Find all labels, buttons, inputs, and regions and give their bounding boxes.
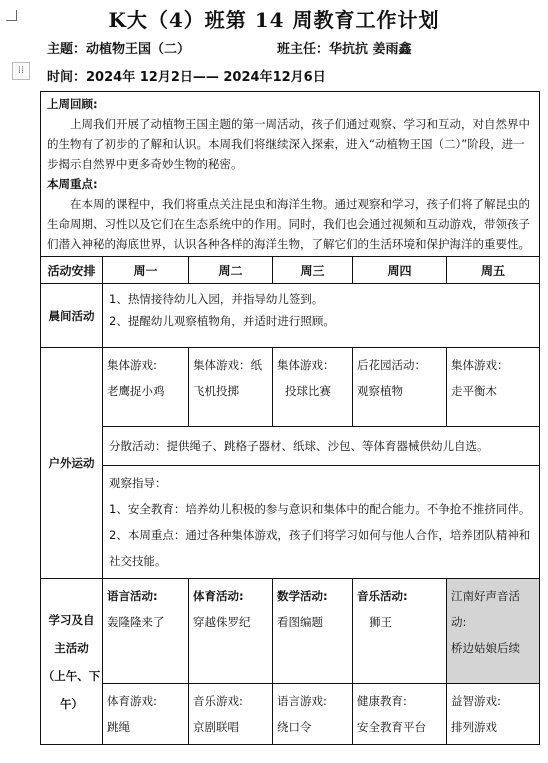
outdoor-game-fri [447,348,540,427]
guidance-cell [103,466,540,579]
learning-label [41,579,103,745]
outdoor-game-mon [103,348,189,427]
activity-title: 体育活动: [193,589,244,603]
learning-fri-2 [447,684,540,745]
learning-wed-1 [273,579,353,684]
learning-thu-2 [353,684,447,745]
theme-label: 主题： [47,42,87,57]
learning-thu-1 [353,579,447,684]
learning-label-4: 午） [60,696,83,711]
learning-tue-2 [189,684,273,745]
activity-title: 语言活动: [107,589,158,603]
learning-fri-1 [447,579,540,684]
activity-name: 穿越侏罗纪 [193,615,251,629]
activity-name: 跳绳 [107,720,130,734]
learning-label-1: 学习及自 [48,612,95,627]
game-name: 走平衡木 [451,384,497,398]
time-label: 时间： [47,70,87,85]
learning-mon-2 [103,684,189,745]
morning-label: 晨间活动 [41,284,103,348]
learning-row-1 [41,579,540,684]
header-mon: 周一 [103,257,189,284]
intro-cell [41,92,540,257]
guidance-1: 1、安全教育：培养幼儿积极的参与意识和集体中的配合能力。不争抢不推挤同伴。 [109,502,531,516]
focus-text: 在本周的课程中，我们将重点关注昆虫和海洋生物。通过观察和学习，孩子们将了解昆虫的生命周期、习性以及它们在生态系统中的作用。同时，我们也会通过视频和互动游戏，带领孩子们潜入神秘的海底世界，认识各种各样的海洋生物，了解它们的生活环境和保护海洋的重要性。 [47,197,530,251]
morning-line-1: 1、热情接待幼儿入园，并指导幼儿签到。 [109,292,324,306]
learning-row-2 [41,684,540,745]
activity-title: 音乐活动: [357,589,408,603]
outdoor-game-tue [189,348,273,427]
game-title: 集体游戏: [107,358,157,372]
header-tue: 周二 [189,257,273,284]
outdoor-free-play-row [41,427,540,466]
guidance-title: 观察指导： [109,476,167,490]
guidance-2: 2、本周重点：通过各种集体游戏，孩子们将学习如何与他人合作，培养团队精神和社交技能。 [109,528,531,568]
header-fri: 周五 [447,257,540,284]
free-play-text: 分散活动：提供绳子、跳格子器材、纸球、沙包、等体育器械供幼儿自选。 [103,427,540,466]
teacher-line [277,38,412,57]
activity-name: 狮王 [369,615,392,629]
game-name: 老鹰捉小鸡 [107,384,165,398]
activity-name: 绕口令 [277,720,312,734]
learning-wed-2 [273,684,353,745]
theme-value: 动植物王国（二） [86,42,191,57]
header-row [41,257,540,284]
header-wed: 周三 [273,257,353,284]
activity-title: 数学活动: [277,589,328,603]
teacher-label: 班主任： [277,42,330,57]
plan-table [40,91,540,745]
activity-title: 江南好声音活动: [451,589,520,629]
outdoor-guidance-row [41,466,540,579]
time-line [47,66,326,85]
game-name: 观察植物 [357,384,403,398]
time-value: 2024年 12月2日—— 2024年12月6日 [86,70,326,85]
activity-title: 体育游戏: [107,694,157,708]
game-name: 投球比赛 [285,384,331,398]
theme-line [47,38,190,57]
outdoor-label: 户外运动 [41,348,103,579]
header-thu: 周四 [353,257,447,284]
learning-label-3: （上午、下 [42,668,101,683]
learning-label-2: 主活动 [54,640,89,655]
activity-name: 排列游戏 [451,720,497,734]
focus-heading: 本周重点: [47,177,98,191]
game-title: 集体游戏： [451,358,509,372]
page-title: K大（4）班第 14 周教育工作计划 [108,8,440,32]
activity-name: 桥边姑娘后续 [451,641,520,655]
activity-title: 语言游戏: [277,694,327,708]
teacher-value: 华抗抗 姜雨鑫 [329,42,412,57]
activity-title: 益智游戏: [451,694,501,708]
outdoor-games-row [41,348,540,427]
learning-tue-1 [189,579,273,684]
morning-line-2: 2、提醒幼儿观察植物角，并适时进行照顾。 [109,314,335,328]
activity-title: 音乐游戏: [193,694,243,708]
activity-name: 看图编题 [277,615,323,629]
morning-row [41,284,540,348]
table-move-handle-icon[interactable]: ⁞⁞ [12,62,30,80]
activity-name: 安全教育平台 [357,720,426,734]
game-title: 后花园活动： [357,358,426,372]
activity-name: 轰隆隆来了 [107,615,165,629]
outdoor-game-wed [273,348,353,427]
header-activity: 活动安排 [41,257,103,284]
activity-title: 健康教育: [357,694,407,708]
game-title: 集体游戏： [277,358,335,372]
last-week-heading: 上周回顾: [47,97,98,111]
game-title: 集体游戏：纸 [193,358,262,372]
learning-mon-1 [103,579,189,684]
morning-content [103,284,540,348]
outdoor-game-thu [353,348,447,427]
last-week-text: 上周我们开展了动植物王国主题的第一周活动，孩子们通过观察、学习和互动，对自然界中的生物有了初步的了解和认识。本周我们将继续深入探索，进入“动植物王国（二）”阶段，进一步揭示自然界中更多奇妙生物的秘密。 [47,117,530,171]
activity-name: 京剧联唱 [193,720,239,734]
game-name: 飞机投掷 [193,384,239,398]
